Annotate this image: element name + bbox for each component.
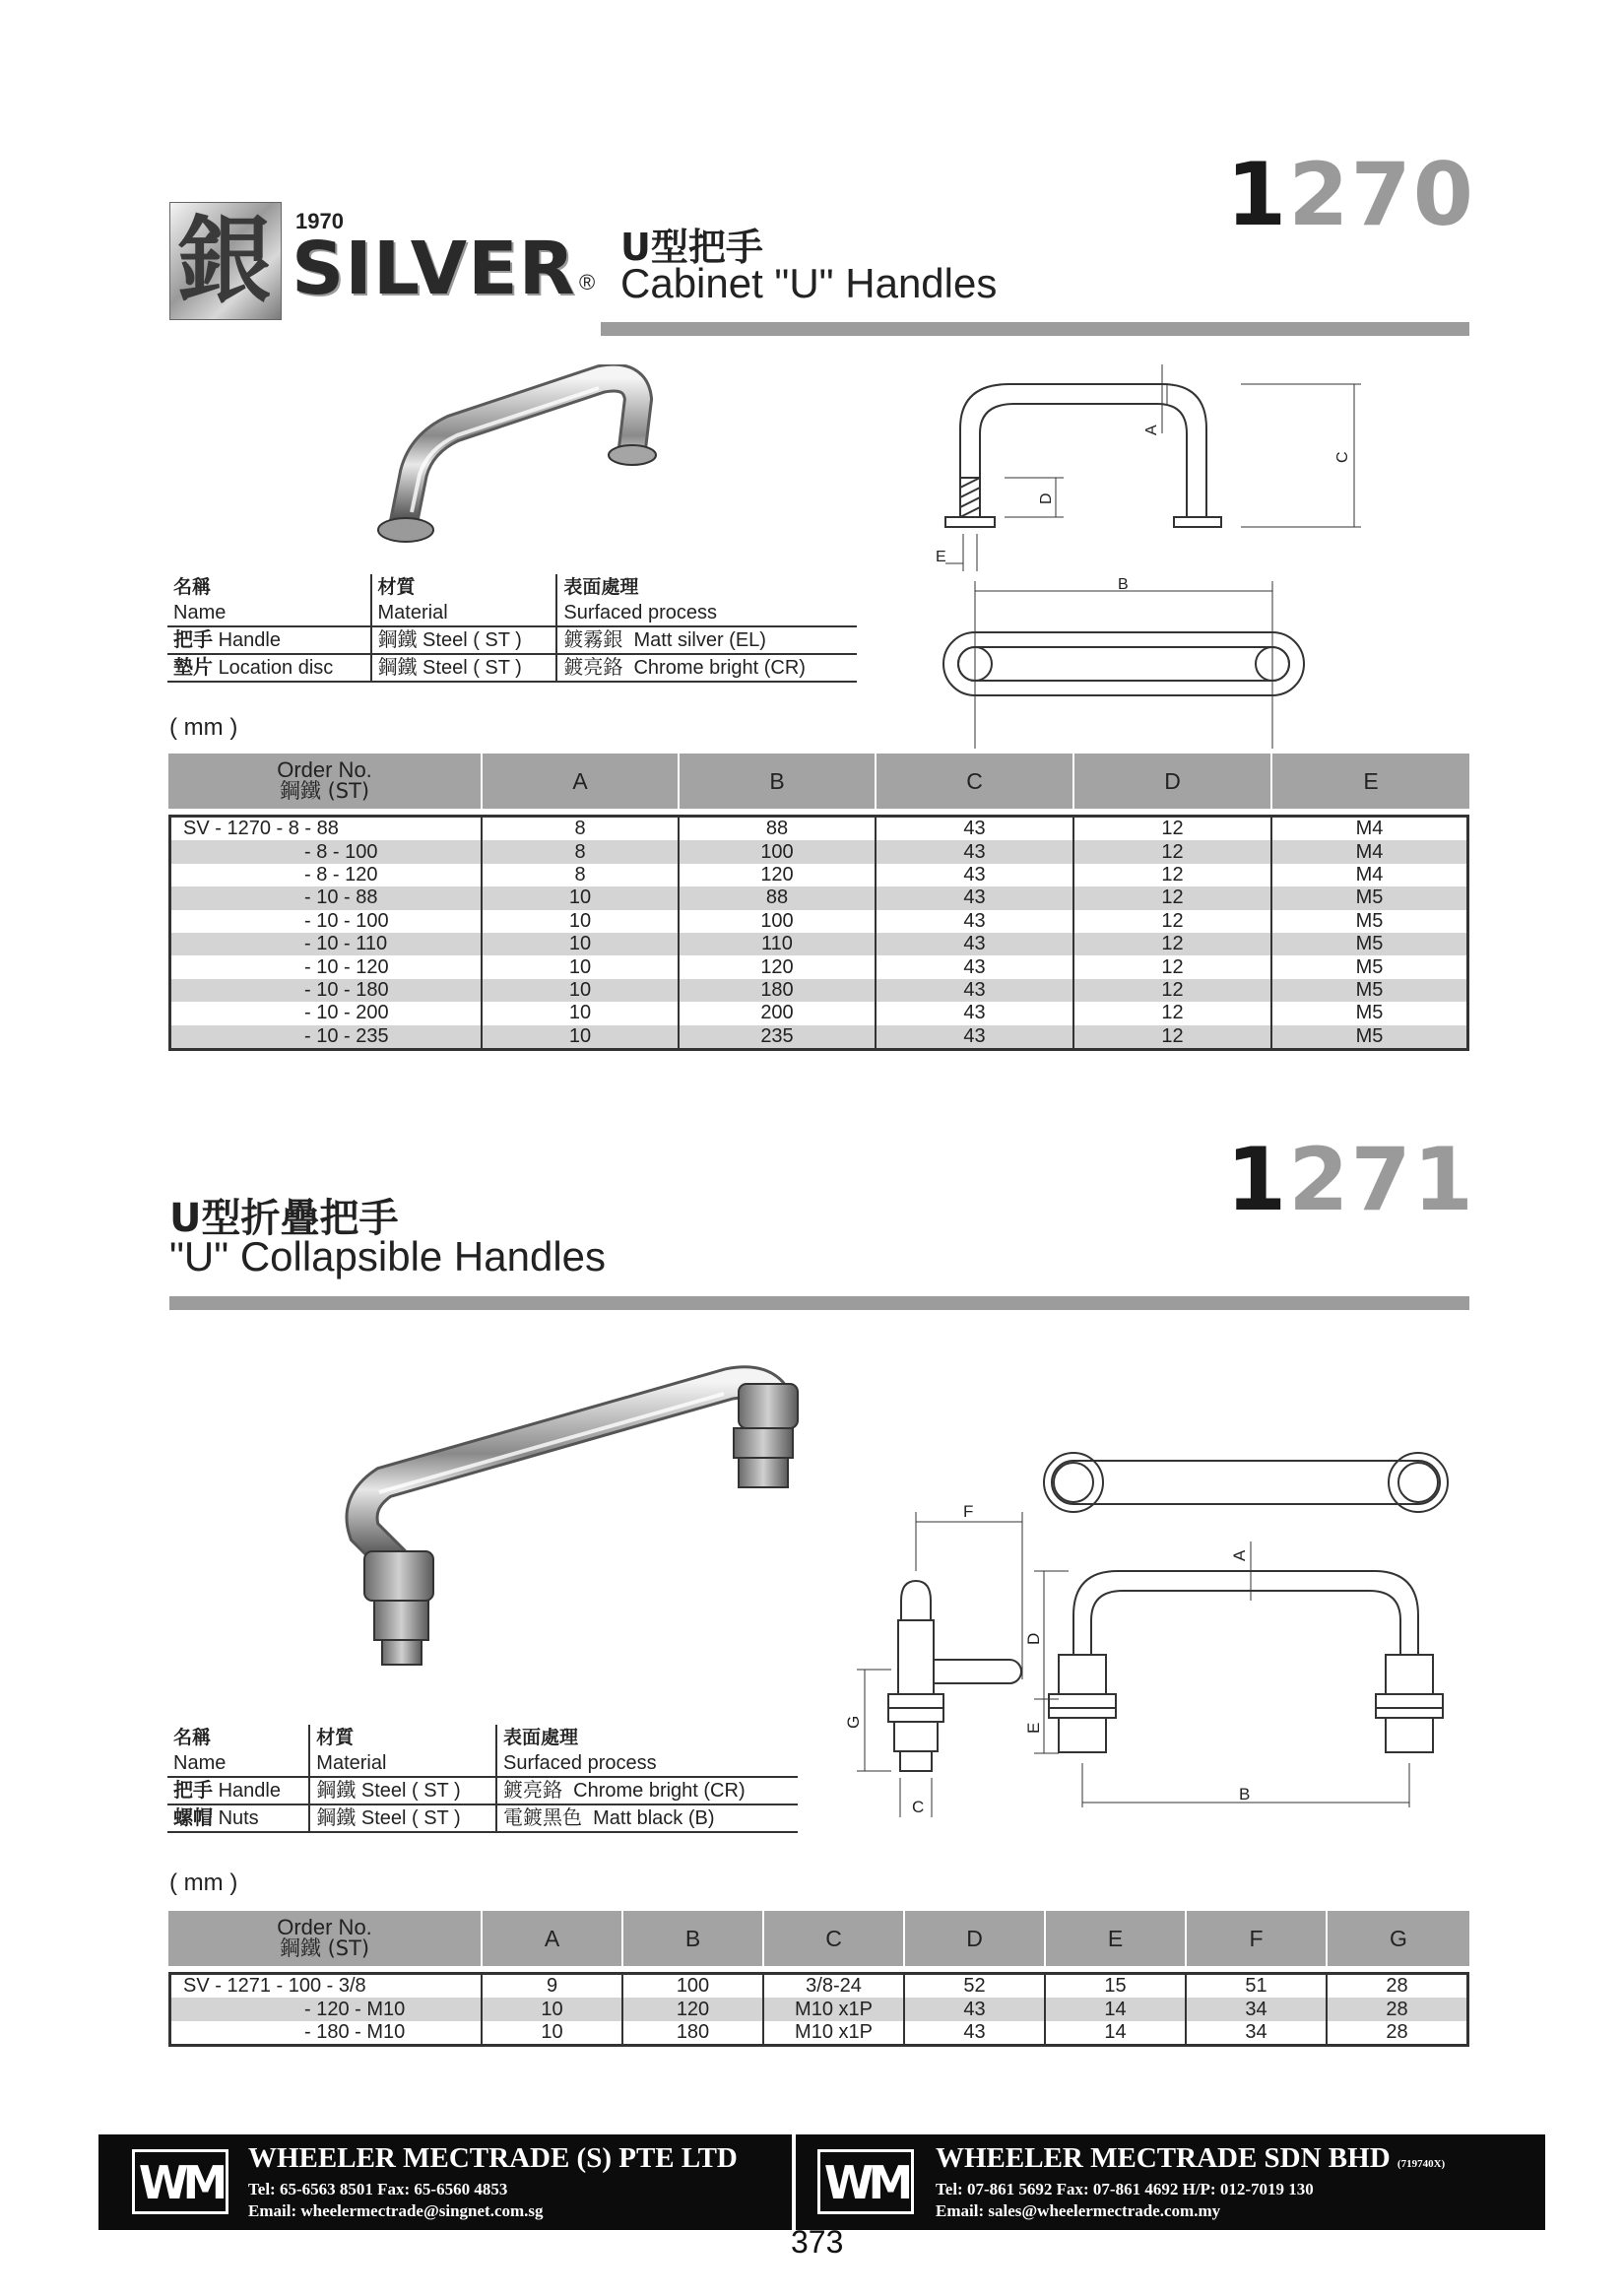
table-cell: 10 xyxy=(482,933,679,955)
spec-surface-zh: 電鍍黑色 xyxy=(503,1807,582,1829)
table-row xyxy=(171,1998,1466,2020)
table-cell: 43 xyxy=(876,910,1073,933)
table-cell: 51 xyxy=(1186,1975,1327,1998)
spec-row xyxy=(167,1804,798,1832)
table-cell: 43 xyxy=(876,955,1073,978)
table-cell: 120 xyxy=(679,864,876,886)
s1271-dim-d: D xyxy=(1024,1632,1043,1645)
table-cell: 3/8-24 xyxy=(763,1975,904,1998)
table-cell: 10 xyxy=(482,886,679,909)
table-cell: 8 xyxy=(482,864,679,886)
table-cell: 12 xyxy=(1073,864,1271,886)
spec-surface-zh: 鍍亮鉻 xyxy=(563,657,623,679)
table-cell: 10 xyxy=(482,910,679,933)
order-number-cell: - 10 - 100 xyxy=(171,910,482,933)
table-cell: 200 xyxy=(679,1002,876,1024)
table-cell: 10 xyxy=(482,979,679,1002)
s1270-spec-table xyxy=(167,574,857,683)
table-cell: 12 xyxy=(1073,910,1271,933)
table-cell: 12 xyxy=(1073,1002,1271,1024)
table-row xyxy=(171,2021,1466,2044)
s1271-unit-label: ( mm ) xyxy=(169,1870,238,1896)
col-header-e: E xyxy=(1271,754,1469,809)
table-cell: 43 xyxy=(876,979,1073,1002)
s1270-order-table xyxy=(168,754,1469,1051)
table-cell: 28 xyxy=(1327,1998,1466,2020)
order-number-cell: - 10 - 110 xyxy=(171,933,482,955)
table-cell: 43 xyxy=(876,886,1073,909)
col-header-f: F xyxy=(1186,1911,1327,1966)
col-header-e: E xyxy=(1045,1911,1186,1966)
table-cell: 43 xyxy=(876,840,1073,863)
footer-bar xyxy=(98,2134,1545,2230)
order-number-cell: - 10 - 235 xyxy=(171,1025,482,1048)
table-cell: 52 xyxy=(904,1975,1045,1998)
table-cell: M5 xyxy=(1355,1002,1384,1024)
table-cell: 100 xyxy=(679,840,876,863)
spec-header-name-en: Name xyxy=(167,1750,309,1777)
registered-mark: ® xyxy=(579,270,596,295)
table-row xyxy=(171,1025,1466,1048)
spec-surface-zh: 鍍亮鉻 xyxy=(503,1780,562,1802)
s1271-dim-e: E xyxy=(1024,1722,1043,1734)
brand-logo-character: 銀 xyxy=(177,205,272,316)
table-cell: 10 xyxy=(482,2021,622,2044)
order-no-header: Order No. 鋼鐵 (ST) xyxy=(168,1911,482,1966)
table-row xyxy=(171,910,1466,933)
order-number-cell: - 180 - M10 xyxy=(171,2021,482,2044)
s1271-product-photo xyxy=(335,1364,808,1679)
wm-logo-icon: WM xyxy=(817,2149,914,2214)
col-header-b: B xyxy=(622,1911,763,1966)
col-header-a: A xyxy=(482,1911,622,1966)
table-cell: 180 xyxy=(622,2021,763,2044)
spec-part-zh: 把手 xyxy=(173,629,213,651)
col-header-g: G xyxy=(1327,1911,1469,1966)
spec-header-material-en: Material xyxy=(371,600,557,626)
spec-surface-en: Chrome bright (CR) xyxy=(573,1780,746,1802)
table-cell: M4 xyxy=(1355,863,1384,886)
table-row xyxy=(171,840,1466,863)
s1270-dim-c: C xyxy=(1334,451,1351,463)
table-cell: M5 xyxy=(1271,933,1466,955)
table-cell: 10 xyxy=(482,955,679,978)
spec-part-zh: 把手 xyxy=(173,1780,213,1802)
spec-part-en: Location disc xyxy=(218,657,334,679)
s1271-title-en: "U" Collapsible Handles xyxy=(169,1233,607,1279)
table-cell: 110 xyxy=(679,933,876,955)
spec-row xyxy=(167,626,857,654)
table-cell: 28 xyxy=(1386,2020,1408,2043)
s1271-product-code xyxy=(1226,1131,1475,1229)
s1271-spec-table xyxy=(167,1725,798,1833)
table-cell: 10 xyxy=(482,1002,679,1024)
s1270-product-code xyxy=(1226,146,1475,244)
spec-row xyxy=(167,654,857,682)
table-row xyxy=(171,886,1466,909)
table-cell: 43 xyxy=(876,864,1073,886)
table-cell: 43 xyxy=(876,1025,1073,1048)
footer-left-company: WHEELER MECTRADE (S) PTE LTD xyxy=(248,2142,738,2174)
s1270-dim-b: B xyxy=(1118,576,1129,593)
table-cell: 12 xyxy=(1073,979,1271,1002)
wm-logo-icon: WM xyxy=(132,2149,228,2214)
spec-part-en: Nuts xyxy=(218,1807,259,1829)
page-number: 373 xyxy=(791,2224,844,2260)
footer-right-reg-no: (719740X) xyxy=(1397,2158,1446,2170)
spec-header-material-zh: 材質 xyxy=(371,574,557,600)
spec-header-name-en: Name xyxy=(167,600,371,626)
spec-surface-en: Chrome bright (CR) xyxy=(633,657,806,679)
order-number-cell: - 8 - 100 xyxy=(171,840,482,863)
s1270-product-photo xyxy=(374,364,660,552)
col-header-c: C xyxy=(763,1911,904,1966)
s1270-technical-drawing xyxy=(916,355,1379,758)
s1270-unit-label: ( mm ) xyxy=(169,714,238,741)
table-cell: M10 x1P xyxy=(763,2021,904,2044)
footer-left-tel: Tel: 65-6563 8501 Fax: 65-6560 4853 xyxy=(248,2180,508,2198)
table-row xyxy=(171,1975,1466,1998)
table-cell: 12 xyxy=(1073,955,1271,978)
table-cell: M5 xyxy=(1271,979,1466,1002)
footer-right-company-name: WHEELER MECTRADE SDN BHD xyxy=(936,2142,1391,2174)
order-number-cell: - 10 - 88 xyxy=(171,886,482,909)
table-cell: 100 xyxy=(679,910,876,933)
spec-material: 鋼鐵 Steel ( ST ) xyxy=(371,654,557,682)
footer-right-tel: Tel: 07-861 5692 Fax: 07-861 4692 H/P: 012-7019 130 xyxy=(936,2180,1314,2198)
table-cell: 235 xyxy=(679,1025,876,1048)
table-cell: 12 xyxy=(1073,1025,1271,1048)
footer-right-company xyxy=(936,2142,1445,2175)
table-cell: 12 xyxy=(1073,933,1271,955)
s1271-order-table xyxy=(168,1911,1469,2047)
table-cell: 34 xyxy=(1186,1998,1327,2020)
s1271-code-rest: 271 xyxy=(1288,1129,1475,1230)
table-cell: M5 xyxy=(1271,886,1466,909)
table-cell: M4 xyxy=(1271,840,1466,863)
s1271-dim-g: G xyxy=(844,1715,863,1729)
spec-material: 鋼鐵 Steel ( ST ) xyxy=(309,1804,496,1832)
table-cell: M5 xyxy=(1271,1025,1466,1048)
s1270-dim-e: E xyxy=(936,549,946,565)
table-row xyxy=(171,818,1466,840)
footer-right-email: Email: sales@wheelermectrade.com.my xyxy=(936,2201,1221,2220)
table-cell: 9 xyxy=(482,1975,622,1998)
table-cell: 8 xyxy=(482,818,679,840)
col-header-a: A xyxy=(482,754,679,809)
brand-wordmark: SILVER xyxy=(292,227,576,311)
col-header-d: D xyxy=(1073,754,1271,809)
table-cell: 34 xyxy=(1186,2021,1327,2044)
table-cell: 12 xyxy=(1073,840,1271,863)
table-cell: 180 xyxy=(679,979,876,1002)
order-number-cell: - 10 - 200 xyxy=(171,1002,482,1024)
col-header-d: D xyxy=(904,1911,1045,1966)
s1270-title-en: Cabinet "U" Handles xyxy=(620,260,998,306)
spec-header-surface-zh: 表面處理 xyxy=(496,1725,798,1750)
s1270-code-rest: 270 xyxy=(1288,144,1475,245)
table-cell: M5 xyxy=(1355,909,1384,932)
s1270-dim-d: D xyxy=(1038,492,1055,504)
footer-left-email: Email: wheelermectrade@singnet.com.sg xyxy=(248,2201,544,2220)
table-row xyxy=(171,955,1466,978)
spec-row xyxy=(167,1777,798,1804)
order-number-cell: - 10 - 180 xyxy=(171,979,482,1002)
table-cell: 88 xyxy=(679,818,876,840)
spec-header-surface-en: Surfaced process xyxy=(556,600,857,626)
table-cell: 28 xyxy=(1386,1975,1408,1998)
table-cell: M5 xyxy=(1355,955,1384,978)
order-number-cell: - 10 - 120 xyxy=(171,955,482,978)
order-number-cell: - 120 - M10 xyxy=(171,1998,482,2020)
table-cell: 100 xyxy=(622,1975,763,1998)
table-cell: 88 xyxy=(679,886,876,909)
s1271-dim-b: B xyxy=(1239,1785,1251,1804)
s1271-title-zh: U型折疊把手 xyxy=(169,1196,399,1241)
spec-part-zh: 螺帽 xyxy=(173,1807,213,1829)
table-row xyxy=(171,979,1466,1002)
table-row xyxy=(171,864,1466,886)
footer-divider xyxy=(792,2134,796,2230)
spec-part-zh: 墊片 xyxy=(173,657,213,679)
table-cell: 120 xyxy=(622,1998,763,2020)
spec-material: 鋼鐵 Steel ( ST ) xyxy=(371,626,557,654)
spec-surface-en: Matt silver (EL) xyxy=(633,629,766,651)
spec-part-en: Handle xyxy=(218,1780,281,1802)
spec-header-material-zh: 材質 xyxy=(309,1725,496,1750)
table-cell: 12 xyxy=(1073,818,1271,840)
table-cell: 43 xyxy=(904,2021,1045,2044)
table-cell: 43 xyxy=(904,1998,1045,2020)
order-number-cell: - 8 - 120 xyxy=(171,864,482,886)
s1270-code-first: 1 xyxy=(1226,144,1289,245)
table-cell: M4 xyxy=(1355,818,1384,840)
s1270-dim-a: A xyxy=(1143,425,1160,435)
table-cell: 14 xyxy=(1045,2021,1186,2044)
s1270-title-zh: U型把手 xyxy=(620,226,763,269)
col-header-b: B xyxy=(679,754,876,809)
col-header-c: C xyxy=(876,754,1073,809)
table-cell: M10 x1P xyxy=(763,1998,904,2020)
spec-material: 鋼鐵 Steel ( ST ) xyxy=(309,1777,496,1804)
spec-header-name-zh: 名稱 xyxy=(173,1727,212,1748)
spec-header-name-zh: 名稱 xyxy=(173,576,212,598)
order-number-cell: SV - 1270 - 8 - 88 xyxy=(171,818,482,840)
table-cell: 43 xyxy=(876,818,1073,840)
table-cell: 8 xyxy=(482,840,679,863)
order-no-header: Order No. 鋼鐵 (ST) xyxy=(168,754,482,809)
table-cell: 15 xyxy=(1045,1975,1186,1998)
s1271-dim-a: A xyxy=(1230,1549,1249,1561)
s1271-dim-c: C xyxy=(912,1798,925,1816)
s1271-code-first: 1 xyxy=(1226,1129,1289,1230)
brand-year: 1970 xyxy=(295,209,344,233)
order-number-cell: SV - 1271 - 100 - 3/8 xyxy=(171,1975,482,1998)
spec-surface-en: Matt black (B) xyxy=(593,1807,715,1829)
spec-header-material-en: Material xyxy=(309,1750,496,1777)
spec-surface-zh: 鍍霧銀 xyxy=(563,629,623,651)
s1271-technical-drawing xyxy=(837,1413,1477,1827)
table-cell: 120 xyxy=(679,955,876,978)
table-cell: 14 xyxy=(1045,1998,1186,2020)
s1271-title-rule xyxy=(169,1296,1469,1310)
table-cell: 43 xyxy=(876,1002,1073,1024)
table-cell: 43 xyxy=(876,933,1073,955)
table-row xyxy=(171,933,1466,955)
spec-header-surface-en: Surfaced process xyxy=(496,1750,798,1777)
table-cell: 10 xyxy=(482,1998,622,2020)
table-cell: 10 xyxy=(482,1025,679,1048)
spec-part-en: Handle xyxy=(218,629,281,651)
table-row xyxy=(171,1002,1466,1024)
s1270-title-rule xyxy=(601,322,1469,336)
table-cell: 12 xyxy=(1073,886,1271,909)
spec-header-surface-zh: 表面處理 xyxy=(556,574,857,600)
s1271-dim-f: F xyxy=(963,1502,974,1521)
